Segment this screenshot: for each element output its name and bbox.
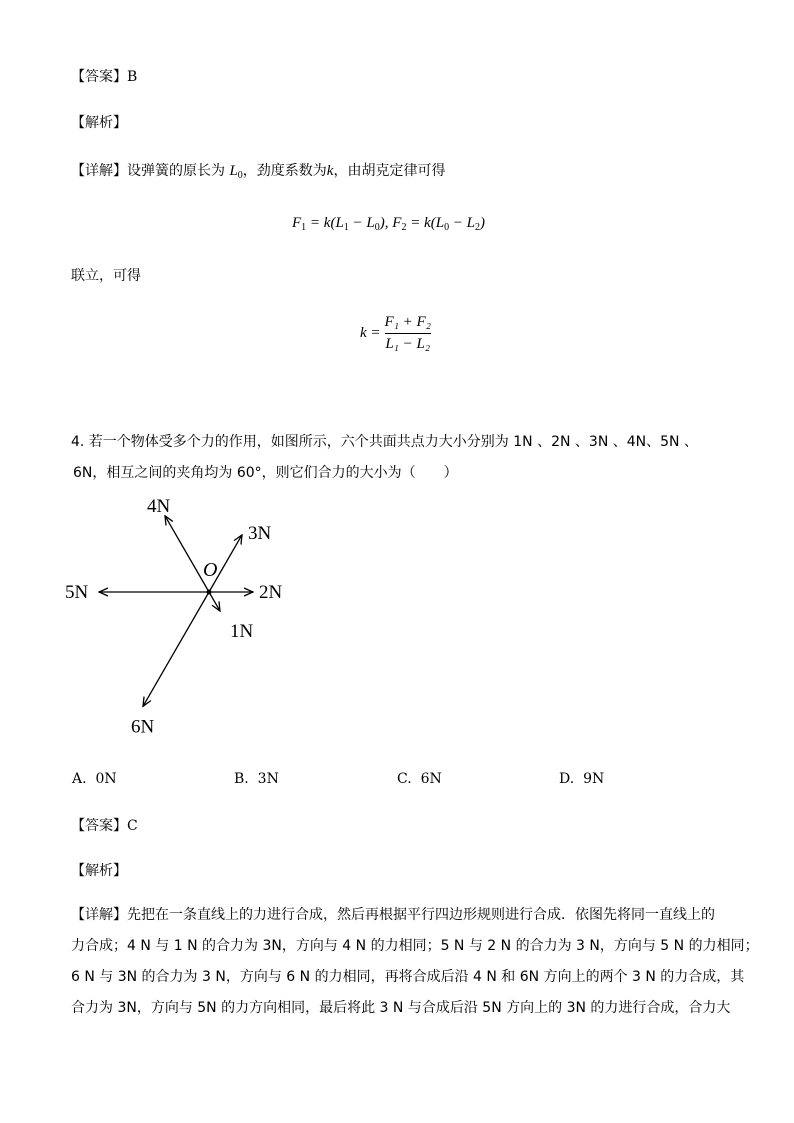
option-value: 0N bbox=[95, 771, 117, 787]
k-symbol: k bbox=[326, 163, 334, 179]
answer-tag: 【答案】 bbox=[71, 69, 127, 85]
q4-detail-line-4: 合力为 3N，方向与 5N 的力方向相同，最后将此 3 N 与合成后沿 5N 方向上的 3N 的力进行合成，合力大 bbox=[71, 1000, 731, 1016]
option-c[interactable] bbox=[397, 771, 442, 787]
force-diagram bbox=[65, 495, 310, 742]
option-letter: A. bbox=[72, 771, 87, 787]
option-value: 6N bbox=[420, 771, 442, 787]
detail-text: 先把在一条直线上的力进行合成，然后再根据平行四边形规则进行合成．依图先将同一直线上的 bbox=[127, 907, 715, 923]
q4-answer-line bbox=[71, 815, 138, 835]
k-lhs: k = bbox=[360, 325, 381, 341]
option-b[interactable] bbox=[234, 771, 279, 787]
detail-text: 设弹簧的原长为 bbox=[127, 163, 225, 179]
q4-detail-line-1 bbox=[71, 904, 715, 924]
detail-tag: 【详解】 bbox=[71, 907, 127, 923]
option-d[interactable] bbox=[559, 771, 604, 787]
fraction bbox=[385, 314, 431, 353]
force-arrow-1n bbox=[209, 592, 220, 611]
hooke-equation: $F_1 = k(L_1 - L_0)$, $F_2 = k(L_0 - L_2)$ bbox=[292, 215, 486, 233]
detail-tag: 【详解】 bbox=[71, 163, 127, 179]
L0-symbol: $L_0$ bbox=[229, 163, 243, 181]
force-label-3n: 3N bbox=[248, 522, 272, 544]
answer-value: B bbox=[127, 69, 138, 85]
q4-stem-line1: 4. 若一个物体受多个力的作用，如图所示，六个共面共点力大小分别为 1N 、2N 、3N 、4N、5N 、 bbox=[71, 434, 698, 450]
q4-stem-line2: 6N，相互之间的夹角均为 60°，则它们合力的大小为（ ） bbox=[73, 465, 458, 481]
q3-analysis-tag: 【解析】 bbox=[71, 115, 127, 131]
fraction-bar bbox=[385, 333, 431, 334]
lianli-text: 联立，可得 bbox=[71, 268, 141, 284]
force-arrow-6n bbox=[143, 592, 209, 706]
force-label-1n: 1N bbox=[230, 621, 254, 643]
force-label-6n: 6N bbox=[131, 716, 155, 738]
option-letter: C. bbox=[397, 771, 412, 787]
option-value: 9N bbox=[583, 771, 605, 787]
force-label-4n: 4N bbox=[147, 495, 171, 517]
origin-label: O bbox=[203, 559, 218, 581]
fraction-denominator: L₁ − L₂ bbox=[385, 336, 431, 352]
answer-value: C bbox=[127, 818, 138, 834]
option-value: 3N bbox=[257, 771, 279, 787]
q3-detail-line: 【详解】设弹簧的原长为 $L_0$，劲度系数为k，由胡克定律可得 bbox=[71, 163, 446, 181]
q4-detail-line-3: 6 N 与 3N 的合力为 3 N，方向与 6 N 的力相同，再将合成后沿 4 N 和 6N 方向上的两个 3 N 的力合成，其 bbox=[71, 969, 745, 985]
k-fraction-equation bbox=[360, 314, 431, 353]
force-label-5n: 5N bbox=[65, 582, 89, 603]
answer-tag: 【答案】 bbox=[71, 818, 127, 834]
option-a[interactable] bbox=[72, 771, 117, 787]
origin-point bbox=[207, 590, 212, 595]
option-letter: B. bbox=[234, 771, 249, 787]
q4-analysis-tag: 【解析】 bbox=[71, 863, 127, 879]
fraction-numerator: F₁ + F₂ bbox=[384, 314, 431, 330]
force-label-2n: 2N bbox=[259, 582, 283, 603]
q4-detail-line-2: 力合成；4 N 与 1 N 的合力为 3N，方向与 4 N 的力相同；5 N 与 2 N 的合力为 3 N，方向与 5 N 的力相同； bbox=[71, 938, 759, 954]
option-letter: D. bbox=[559, 771, 575, 787]
q3-answer-line bbox=[71, 66, 137, 86]
